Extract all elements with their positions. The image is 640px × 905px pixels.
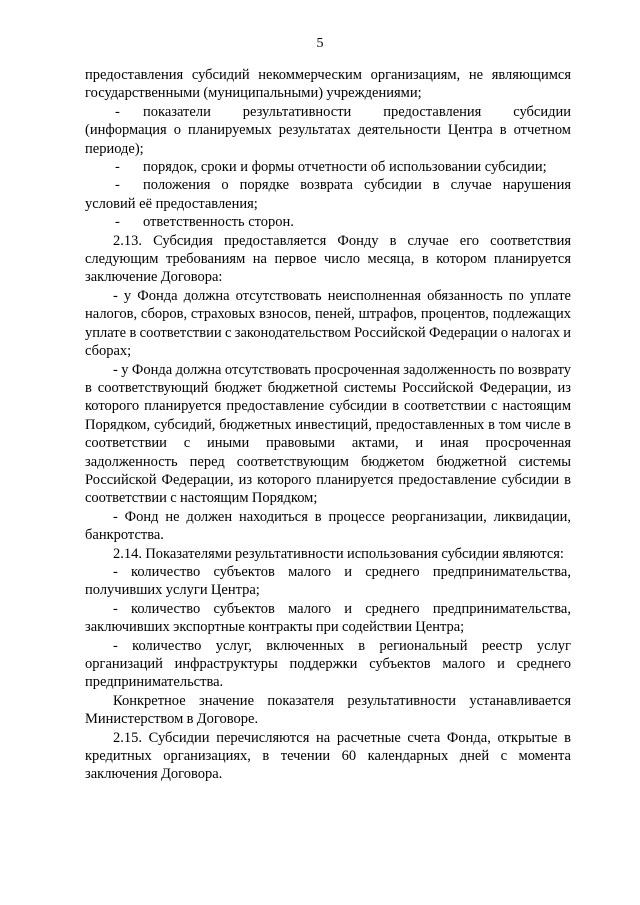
dash-marker: - — [115, 103, 120, 120]
list-item-text: показатели результативности предоставления субсидии — [143, 103, 571, 120]
indicator-value-note: Конкретное значение показателя результативности устанавливается Министерством в Договоре. — [85, 692, 571, 728]
list-item — [85, 158, 571, 176]
page-number: 5 — [316, 36, 324, 51]
list-item — [85, 213, 571, 231]
dash-marker: - — [115, 177, 120, 194]
indicator-registry: - количество услуг, включенных в региональный реестр услуг организаций инфраструктуры поддержки субъектов малого и среднего предпринимательства. — [85, 637, 571, 691]
list-item-continuation: (информация о планируемых результатах деятельности Центра в отчетном периоде); — [85, 122, 571, 157]
indicator-services: - количество субъектов малого и среднего предпринимательства, получивших услуги Центра; — [85, 563, 571, 599]
list-item-text: порядок, сроки и формы отчетности об использовании субсидии; — [143, 159, 547, 176]
section-2-14: 2.14. Показателями результативности использования субсидии являются: — [113, 545, 564, 562]
section-2-15: 2.15. Субсидии перечисляются на расчетные счета Фонда, открытые в кредитных организациях, в течении 60 календарных дней с момента заключения Договора. — [85, 729, 571, 783]
section-2-13: 2.13. Субсидия предоставляется Фонду в случае его соответствия следующим требованиям на первое число месяца, в котором планируется заключение Договора: — [85, 232, 571, 286]
dash-marker: - — [115, 159, 120, 176]
requirement-taxes: - у Фонда должна отсутствовать неисполненная обязанность по уплате налогов, сборов, страховых взносов, пеней, штрафов, процентов, подлежащих уплате в соответствии с законодательством Российской Федерации о налогах и сборах; — [85, 287, 571, 360]
requirement-debt: - у Фонда должна отсутствовать просроченная задолженность по возврату в соответствующий бюджет бюджетной системы Российской Федерации, из которого планируется предоставление субсидии в соответствии с настоящим Порядком, субсидий, бюджетных инвестиций, предоставленных в том числе в соответствии с иными правовыми актами, и иная просроченная задолженность перед соответствующим бюджетом бюджетной системы Российской Федерации, из которого планируется предоставление субсидии в соответствии с настоящим Порядком; — [85, 361, 571, 507]
paragraph: предоставления субсидий некоммерческим организациям, не являющимся государственными (муниципальными) учреждениями; — [85, 67, 571, 102]
list-item — [85, 103, 571, 158]
list-item — [85, 176, 571, 213]
indicator-export: - количество субъектов малого и среднего предпринимательства, заключивших экспортные контракты при содействии Центра; — [85, 600, 571, 636]
dash-marker: - — [115, 214, 120, 231]
requirement-reorganization: - Фонд не должен находиться в процессе реорганизации, ликвидации, банкротства. — [85, 508, 571, 544]
list-item-text: положения о порядке возврата субсидии в случае нарушения — [143, 177, 571, 194]
list-item-text: ответственность сторон. — [143, 214, 294, 231]
list-item-continuation: условий её предоставления; — [85, 195, 258, 212]
document-body — [85, 66, 571, 784]
